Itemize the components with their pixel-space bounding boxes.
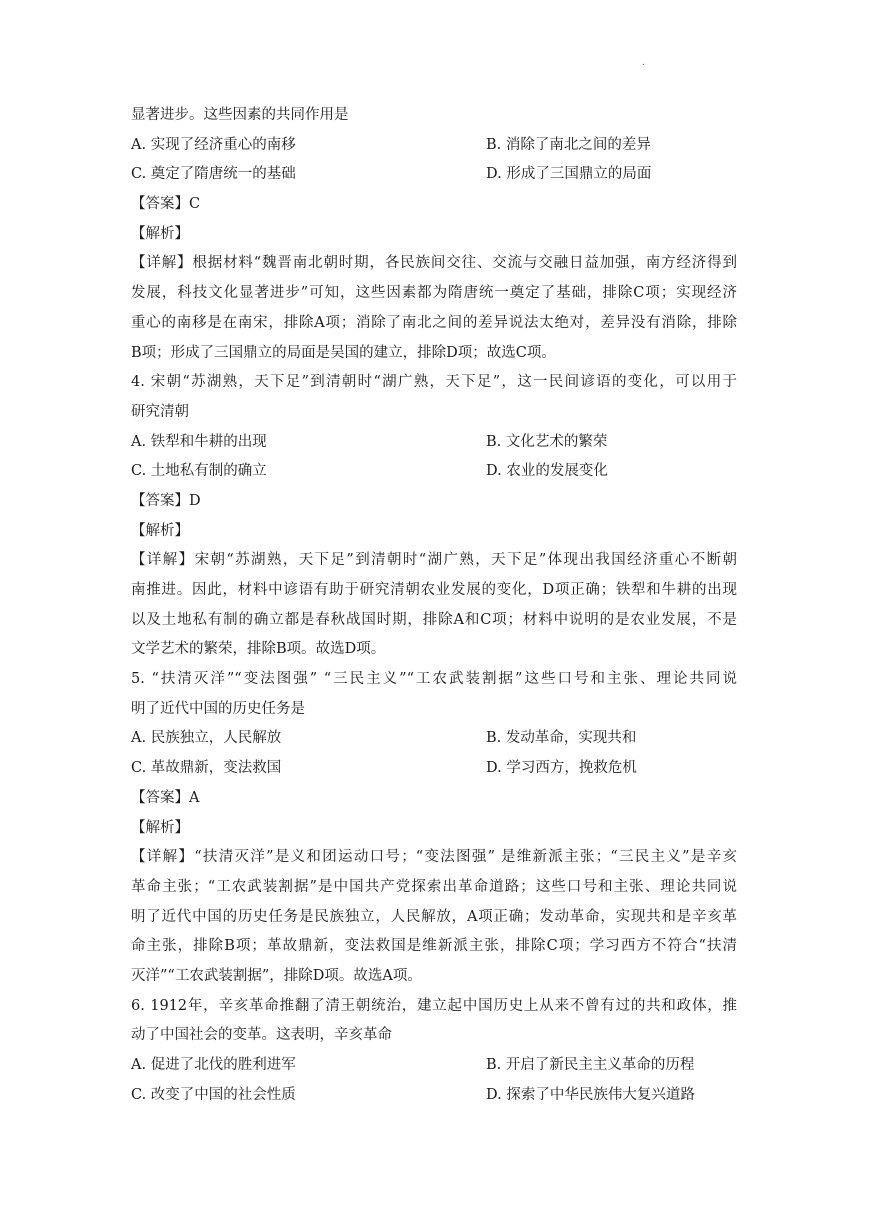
q5-options-row-2 xyxy=(131,754,737,784)
q4-option-c: C. 土地私有制的确立 xyxy=(131,463,267,480)
q6-option-a: A. 促进了北伐的胜利进军 xyxy=(131,1057,296,1073)
q6-stem-line: 动了中国社会的变革。这表明，辛亥革命 xyxy=(131,1027,392,1044)
q5-detail-line: 明了近代中国的历史任务是民族独立，人民解放，A项正确；发动革命，实现共和是辛亥革 xyxy=(131,908,737,925)
q5-stem-line: 明了近代中国的历史任务是 xyxy=(131,700,305,717)
q5-analysis-label: 【解析】 xyxy=(131,819,189,836)
q4-detail-line: 南推进。因此，材料中谚语有助于研究清朝农业发展的变化，D项正确；铁犁和牛耕的出现 xyxy=(131,582,737,598)
q4-detail-line: 【详解】宋朝“苏湖熟，天下足”到清朝时“湖广熟，天下足”体现出我国经济重心不断朝 xyxy=(131,552,737,569)
q4-option-d: D. 农业的发展变化 xyxy=(486,463,608,480)
q4-answer: 【答案】D xyxy=(131,492,201,509)
q6-option-b: B. 开启了新民主主义革命的历程 xyxy=(486,1057,695,1073)
q5-option-a: A. 民族独立，人民解放 xyxy=(131,730,282,747)
q4-analysis-label: 【解析】 xyxy=(131,522,189,539)
q5-stem-line: 5. “扶清灭洋”“变法图强” “三民主义”“工农武装割据”这些口号和主张、理论共同说 xyxy=(131,671,737,688)
q3-detail-line: B项；形成了三国鼎立的局面是吴国的建立，排除D项；故选C项。 xyxy=(131,344,556,361)
q5-detail-line: 革命主张；“工农武装割据”是中国共产党探索出革命道路；这些口号和主张、理论共同说 xyxy=(131,878,737,895)
q3-analysis-label: 【解析】 xyxy=(131,225,189,242)
q3-detail-line: 发展，科技文化显著进步”可知，这些因素都为隋唐统一奠定了基础，排除C项；实现经济 xyxy=(131,285,737,302)
q6-options-row-1 xyxy=(131,1051,737,1081)
q3-stem-tail: 显著进步。这些因素的共同作用是 xyxy=(131,107,349,123)
q4-options-row-1 xyxy=(131,428,737,458)
q3-option-c: C. 奠定了隋唐统一的基础 xyxy=(131,166,296,183)
q5-option-d: D. 学习西方，挽救危机 xyxy=(486,760,637,777)
q3-options-row-1 xyxy=(131,131,737,161)
q4-detail-line: 以及土地私有制的确立都是春秋战国时期，排除A和C项；材料中说明的是农业发展，不是 xyxy=(131,611,737,628)
q3-option-d: D. 形成了三国鼎立的局面 xyxy=(486,166,652,183)
q3-options-row-2 xyxy=(131,160,737,190)
q5-answer: 【答案】A xyxy=(131,789,200,806)
q6-option-d: D. 探索了中华民族伟大复兴道路 xyxy=(486,1086,695,1103)
q5-option-b: B. 发动革命，实现共和 xyxy=(486,730,637,747)
q3-option-b: B. 消除了南北之间的差异 xyxy=(486,136,651,153)
q4-option-a: A. 铁犁和牛耕的出现 xyxy=(131,433,267,450)
q4-option-b: B. 文化艺术的繁荣 xyxy=(486,433,608,450)
q4-stem-line: 4. 宋朝“苏湖熟，天下足”到清朝时“湖广熟，天下足”，这一民间谚语的变化，可以用于 xyxy=(131,374,737,391)
q5-detail-line: 【详解】“扶清灭洋”是义和团运动口号；“变法图强” 是维新派主张；“三民主义”是辛亥 xyxy=(131,849,737,866)
q5-detail-line: 命主张，排除B项；革故鼎新，变法救国是维新派主张，排除C项；学习西方不符合“扶清 xyxy=(131,938,737,955)
q3-detail-line: 【详解】根据材料“魏晋南北朝时期，各民族间交往、交流与交融日益加强，南方经济得到 xyxy=(131,255,737,272)
q3-option-a: A. 实现了经济重心的南移 xyxy=(131,136,296,153)
q3-answer: 【答案】C xyxy=(131,196,201,213)
q5-detail-line: 灭洋”“工农武装割据”，排除D项。故选A项。 xyxy=(131,967,422,984)
q5-options-row-1 xyxy=(131,724,737,754)
q6-stem-line: 6. 1912年，辛亥革命推翻了清王朝统治，建立起中国历史上从来不曾有过的共和政体，推 xyxy=(131,997,737,1014)
header-mark: . xyxy=(642,58,645,68)
q6-options-row-2 xyxy=(131,1081,737,1111)
q3-detail-line: 重心的南移是在南宋，排除A项；消除了南北之间的差异说法太绝对，差异没有消除，排除 xyxy=(131,314,737,331)
q5-option-c: C. 革故鼎新，变法救国 xyxy=(131,760,282,777)
q4-detail-line: 文学艺术的繁荣，排除B项。故选D项。 xyxy=(131,641,386,658)
q4-stem-line: 研究清朝 xyxy=(131,403,189,420)
q4-options-row-2 xyxy=(131,457,737,487)
page-content xyxy=(131,101,737,1110)
q6-option-c: C. 改变了中国的社会性质 xyxy=(131,1086,296,1103)
